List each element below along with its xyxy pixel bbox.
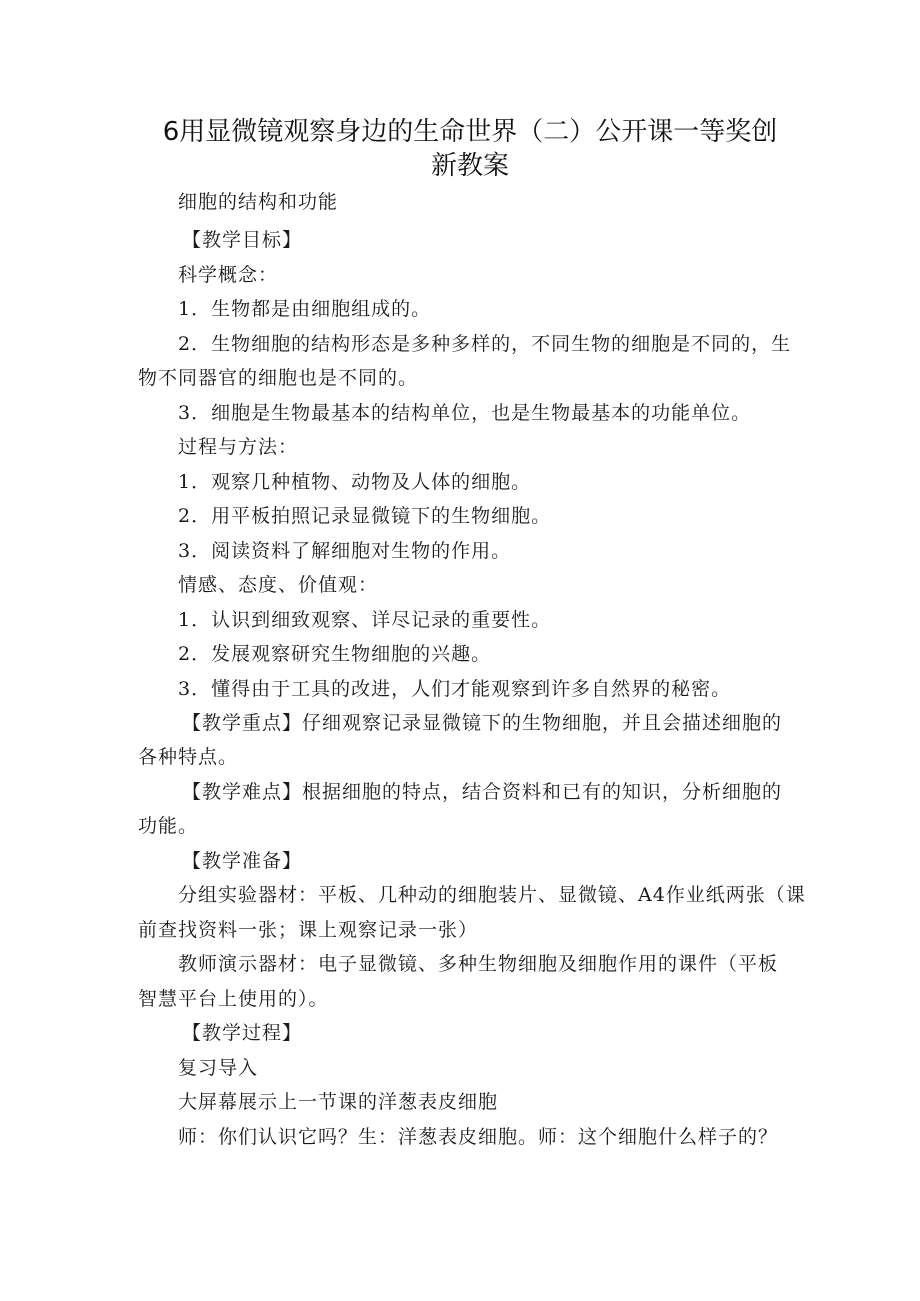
heading-science-concepts: 科学概念： [178, 264, 279, 286]
teaching-difficulty: 【教学难点】根据细胞的特点，结合资料和已有的知识，分析细胞的 [182, 781, 783, 803]
method-item-2: 2．用平板拍照记录显微镜下的生物细胞。 [178, 505, 552, 527]
attitude-item-3: 3．懂得由于工具的改进，人们才能观察到许多自然界的秘密。 [178, 678, 732, 700]
prep-teacher-equipment-cont: 智慧平台上使用的）。 [138, 988, 329, 1010]
prep-teacher-equipment: 教师演示器材：电子显微镜、多种生物细胞及细胞作用的课件（平板 [178, 953, 779, 975]
concept-item-1: 1．生物都是由细胞组成的。 [178, 298, 432, 320]
heading-teaching-preparation: 【教学准备】 [182, 850, 303, 872]
method-item-3: 3．阅读资料了解细胞对生物的作用。 [178, 540, 512, 562]
heading-teaching-goals: 【教学目标】 [182, 229, 303, 251]
teaching-focus: 【教学重点】仔细观察记录显微镜下的生物细胞，并且会描述细胞的 [182, 712, 783, 734]
method-item-1: 1．观察几种植物、动物及人体的细胞。 [178, 471, 532, 493]
concept-item-3: 3．细胞是生物最基本的结构单位，也是生物最基本的功能单位。 [178, 402, 752, 424]
attitude-item-2: 2．发展观察研究生物细胞的兴趣。 [178, 643, 492, 665]
process-dialogue: 师：你们认识它吗？生：洋葱表皮细胞。师：这个细胞什么样子的？ [178, 1126, 779, 1148]
prep-group-equipment-cont: 前查找资料一张；课上观察记录一张） [138, 919, 479, 941]
heading-teaching-process: 【教学过程】 [182, 1022, 303, 1044]
teaching-focus-cont: 各种特点。 [138, 746, 239, 768]
prep-group-equipment: 分组实验器材：平板、几种动的细胞装片、显微镜、A4作业纸两张（课 [178, 884, 806, 906]
heading-process-methods: 过程与方法： [178, 436, 299, 458]
document-title-line-2: 新教案 [430, 151, 509, 181]
concept-item-2-cont: 物不同器官的细胞也是不同的。 [138, 367, 419, 389]
document-title-line-1: 6用显微镜观察身边的生命世界（二）公开课一等奖创 [162, 117, 778, 147]
concept-item-2: 2．生物细胞的结构形态是多种多样的，不同生物的细胞是不同的，生 [178, 333, 792, 355]
attitude-item-1: 1．认识到细致观察、详尽记录的重要性。 [178, 609, 552, 631]
process-screen-display: 大屏幕展示上一节课的洋葱表皮细胞 [178, 1091, 499, 1113]
heading-attitudes-values: 情感、态度、价值观： [178, 574, 379, 596]
process-review-intro: 复习导入 [178, 1057, 259, 1079]
subtitle-cell-structure: 细胞的结构和功能 [178, 191, 339, 213]
teaching-difficulty-cont: 功能。 [138, 815, 199, 837]
